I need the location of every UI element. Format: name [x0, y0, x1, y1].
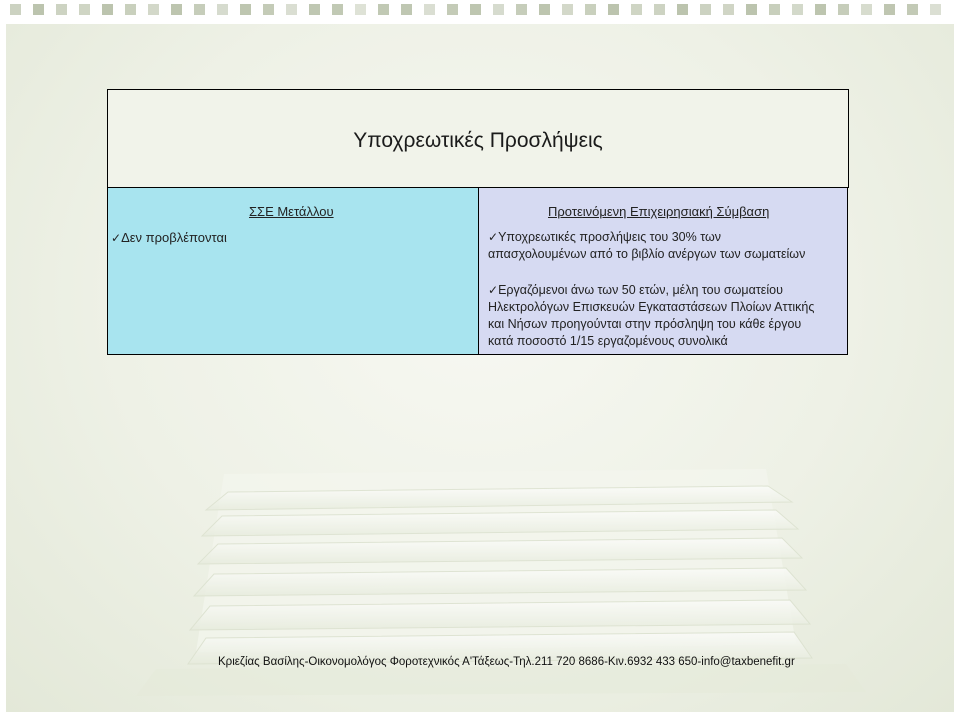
left-item-text: Δεν προβλέπονται — [121, 230, 227, 245]
decor-square — [10, 4, 21, 15]
decor-square — [654, 4, 665, 15]
decor-square — [148, 4, 159, 15]
left-column-header: ΣΣΕ Μετάλλου — [249, 204, 334, 219]
right-item-line: Ηλεκτρολόγων Επισκευών Εγκαταστάσεων Πλοίων Αττικής — [488, 300, 815, 314]
decor-square — [746, 4, 757, 15]
decor-square — [585, 4, 596, 15]
decor-square — [355, 4, 366, 15]
decor-square — [516, 4, 527, 15]
decor-square — [723, 4, 734, 15]
right-item — [488, 282, 843, 350]
right-item-line: απασχολουμένων από το βιβλίο ανέργων των σωματείων — [488, 247, 806, 261]
check-icon: ✓ — [488, 283, 499, 297]
decor-square — [562, 4, 573, 15]
decor-square — [539, 4, 550, 15]
decor-square — [309, 4, 320, 15]
decor-square — [884, 4, 895, 15]
decor-square — [33, 4, 44, 15]
right-item-line: Υποχρεωτικές προσλήψεις του 30% των — [498, 230, 721, 244]
decor-square — [769, 4, 780, 15]
decor-square — [838, 4, 849, 15]
decor-square — [677, 4, 688, 15]
decor-square — [907, 4, 918, 15]
decor-square — [700, 4, 711, 15]
right-column-header: Προτεινόμενη Επιχειρησιακή Σύμβαση — [548, 204, 770, 219]
decor-square — [401, 4, 412, 15]
comparison-table — [107, 187, 848, 355]
right-item-line: και Νήσων προηγούνται στην πρόσληψη του κάθε έργου — [488, 317, 802, 331]
decor-square — [861, 4, 872, 15]
decor-square — [286, 4, 297, 15]
decor-square — [125, 4, 136, 15]
decor-square — [608, 4, 619, 15]
right-item — [488, 229, 843, 263]
decor-square — [56, 4, 67, 15]
decor-square — [493, 4, 504, 15]
decor-square — [424, 4, 435, 15]
top-decoration-bar — [0, 0, 960, 20]
right-item-line: κατά ποσοστό 1/15 εργαζομένους συνολικά — [488, 334, 728, 348]
left-item — [111, 230, 227, 245]
decor-square — [217, 4, 228, 15]
decor-square — [332, 4, 343, 15]
decor-square — [378, 4, 389, 15]
check-icon: ✓ — [111, 231, 122, 245]
decor-square — [470, 4, 481, 15]
decor-square — [631, 4, 642, 15]
right-column — [479, 188, 847, 354]
decor-square — [447, 4, 458, 15]
decor-square — [792, 4, 803, 15]
check-icon: ✓ — [488, 230, 499, 244]
slide — [6, 24, 954, 712]
decor-square — [815, 4, 826, 15]
footer-text: Κριεζίας Βασίλης-Οικονομολόγος Φοροτεχνικός Α'Τάξεως-Τηλ.211 720 8686-Κιν.6932 433 650-info@taxbenefit.gr — [218, 656, 795, 668]
left-column — [108, 188, 479, 354]
decor-square — [930, 4, 941, 15]
title-box — [107, 89, 849, 188]
right-item-line: Εργαζόμενοι άνω των 50 ετών, μέλη του σωματείου — [498, 283, 783, 297]
decor-square — [102, 4, 113, 15]
decor-square — [79, 4, 90, 15]
decor-square — [263, 4, 274, 15]
decor-square — [194, 4, 205, 15]
decor-square — [240, 4, 251, 15]
slide-title: Υποχρεωτικές Προσλήψεις — [353, 129, 603, 152]
decor-square — [171, 4, 182, 15]
